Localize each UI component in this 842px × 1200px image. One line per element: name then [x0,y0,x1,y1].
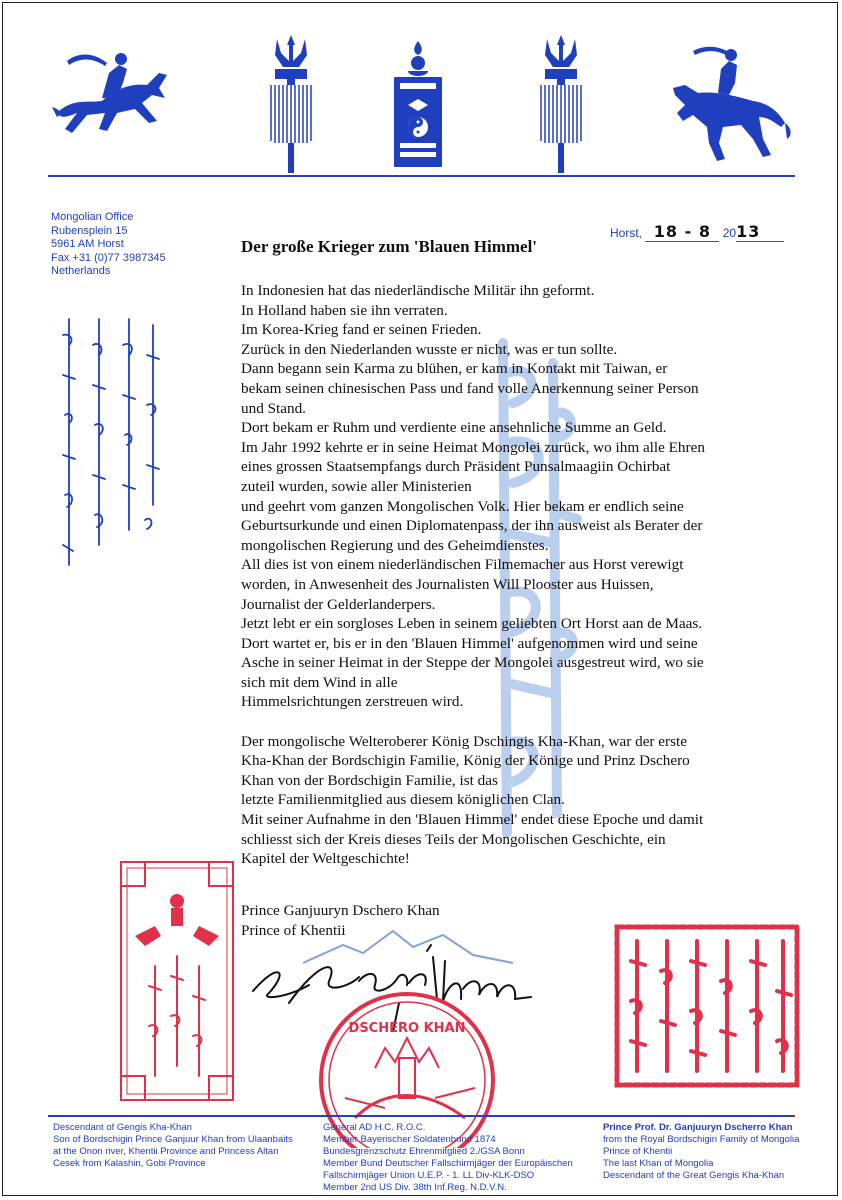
footer-line: Prince of Khentii [603,1146,673,1157]
footer-line: Cesek from Kalashin, Gobi Province [53,1158,206,1169]
body-line: Journalist der Gelderlanderpers. [241,595,436,613]
office-line: Rubensplein 15 [51,224,128,237]
square-seal-right-icon [611,921,803,1091]
rectangular-seal-left-icon [115,856,240,1106]
dateline [610,222,784,242]
body-line: Dort bekam er Ruhm und verdiente eine ansehnliche Summe an Geld. [241,419,667,437]
footer-right-title: Prince Prof. Dr. Ganjuuryn Dscherro Khan [603,1122,793,1133]
body-line: worden, in Anwesenheit des Journalisten Will Plooster aus Huissen, [241,575,654,593]
letter-body [241,281,801,869]
footer-line: Member Bayerischer Soldatenbund 1874 [323,1134,496,1145]
body-line: zuteil wurden, sowie aller Ministerien [241,477,472,495]
footer-middle [323,1122,573,1194]
footer-line: Son of Bordschigin Prince Ganjuur Khan from Ulaanbaits [53,1134,293,1145]
header-divider [48,175,795,177]
body-line: und Stand. [241,399,306,417]
body-line: In Indonesien hat das niederländische Militär ihn geformt. [241,282,595,299]
date-place: Horst, [610,226,643,240]
body-line: letzte Familienmitglied aus diesem königlichen Clan. [241,791,565,809]
letter-title: Der große Krieger zum 'Blauen Himmel' [241,237,538,256]
footer-left [53,1122,293,1170]
stamp-text: DSCHERO KHAN [348,1021,466,1036]
footer-line: Member Bund Deutscher Fallschirmjäger der Europäischen [323,1158,573,1169]
body-line: Geburtsurkunde und einen Diplomatenpass, der ihn ausweist als Berater der [241,517,703,535]
footer-line: The last Khan of Mongolia [603,1158,714,1169]
trident-banner-left-icon [261,33,321,173]
mounted-archer-right-icon [663,43,798,168]
body-line: Zurück in den Niederlanden wusste er nicht, was er tun sollte. [241,340,618,358]
footer-line: from the Royal Bordschigin Family of Mongolia [603,1134,800,1145]
body-line: Kapitel der Weltgeschichte! [241,850,410,868]
signature-title: Prince of Khentii [241,921,346,939]
footer-right [603,1122,799,1182]
body-line: und geehrt vom ganzen Mongolischen Volk. Hier bekam er endlich seine [241,497,684,515]
body-line: All dies ist von einem niederländischen Filmemacher aus Horst verewigt [241,556,684,574]
body-line: mongolischen Regierung und des Geheimdienstes. [241,536,549,554]
body-line: Mit seiner Aufnahme in den 'Blauen Himmel' endet diese Epoche und damit [241,811,704,829]
body-line: schliesst sich der Kreis dieses Teils der Mongolischen Geschichte, ein [241,830,666,848]
body-line: Jetzt lebt er ein sorgloses Leben in seinem geliebten Ort Horst aan de Maas. [241,615,703,633]
footer-divider [48,1115,795,1117]
footer-line: Member 2nd US Div. 38th Inf.Reg. N.D.V.N. [323,1182,507,1193]
footer-line: General AD H.C. R.O.C. [323,1122,426,1133]
body-line: Kha-Khan der Bordschigin Familie, König der Könige und Prinz Dschero [241,752,690,770]
letter-page [2,2,838,1196]
date-year-suffix: 13 [736,222,761,241]
body-line: Der mongolische Welteroberer König Dschingis Kha-Khan, war der erste [241,732,687,750]
footer-line: Descendant of Gengis Kha-Khan [53,1122,192,1133]
body-line: Im Jahr 1992 kehrte er in seine Heimat Mongolei zurück, wo ihm alle Ehren [241,438,705,456]
mountain-sketch-icon [303,925,523,965]
body-line: Himmelsrichtungen zerstreuen wird. [241,693,464,711]
date-year-prefix: 20 [722,226,737,240]
body-line: bekam seinen chinesischen Pass und fand volle Anerkennung seiner Person [241,379,699,397]
footer-line: Fallschirmjäger Union U.E.P. - 1. LL Div-KLK-DSO [323,1170,535,1181]
body-line: Im Korea-Krieg fand er seinen Frieden. [241,321,482,339]
body-line: Asche in seiner Heimat in der Steppe der Mongolei ausgestreut wird, wo sie [241,654,704,672]
body-line: sich mit dem Wind in alle [241,673,398,691]
footer-line: Bundesgrenzschutz Ehrenmitglied 2./GSA Bonn [323,1146,525,1157]
mounted-archer-left-icon [47,43,182,143]
office-line: Mongolian Office [51,211,134,223]
body-line: Khan von der Bordschigin Familie, ist das [241,771,498,789]
body-line: Dann begann sein Karma zu blühen, er kam in Kontakt mit Taiwan, er [241,360,668,378]
body-line: eines grossen Staatsempfangs durch Präsident Punsalmaagiin Ochirbat [241,458,671,476]
signature-name: Prince Ganjuuryn Dschero Khan [241,902,440,919]
date-day-month: 18 - 8 [653,222,711,241]
office-address [51,211,166,279]
office-line: 5961 AM Horst [51,238,124,250]
soyombo-emblem-icon [388,39,448,169]
trident-banner-right-icon [531,33,591,173]
office-line: Netherlands [51,265,111,277]
body-line: In Holland haben sie ihn verraten. [241,301,448,319]
body-line: Dort wartet er, bis er in den 'Blauen Himmel' aufgenommen wird und seine [241,634,698,652]
mongolian-script-column-icon [51,315,161,575]
footer-line: at the Onon river, Khentii Province and Princess Altan [53,1146,279,1157]
footer-line: Descendant of the Great Gengis Kha-Khan [603,1170,785,1181]
office-line: Fax +31 (0)77 3987345 [51,251,166,264]
